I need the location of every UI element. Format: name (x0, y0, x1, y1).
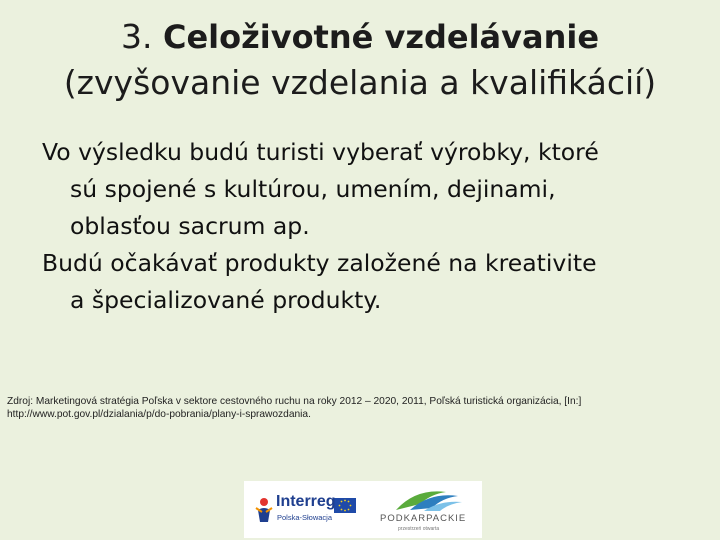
paragraph-1-line-2: sú spojené s kultúrou, umením, dejinami, (70, 175, 556, 203)
title-bold: Celoživotné vzdelávanie (162, 18, 600, 56)
paragraph-2-line-1: Budú očakávať produkty založené na kreativite (42, 249, 597, 277)
slide-body (42, 134, 702, 319)
source-citation (7, 395, 713, 421)
paragraph-1 (42, 134, 702, 245)
source-line-1: Zdroj: Marketingová stratégia Poľska v sektore cestovného ruchu na roky 2012 – 2020, 2011, Poľská turistická organizácia, [In:] (7, 396, 582, 407)
source-line-2: http://www.pot.gov.pl/dzialania/p/do-pobrania/plany-i-sprawozdania. (7, 409, 311, 420)
interreg-name: Interreg (276, 493, 336, 510)
paragraph-1-line-1: Vo výsledku budú turisti vyberať výrobky, ktoré (42, 138, 599, 166)
title-line-1 (20, 14, 700, 60)
paragraph-2 (42, 245, 702, 319)
podkarpackie-sub: przestrzeń otwarta (398, 526, 440, 532)
logo-strip (244, 481, 482, 538)
interreg-sub: Polska-Słowacja (277, 513, 333, 522)
slide-title (20, 14, 700, 106)
title-line-2: (zvyšovanie vzdelania a kvalifikácií) (63, 63, 657, 102)
paragraph-1-line-3: oblasťou sacrum ap. (70, 212, 310, 240)
podkarpackie-name: PODKARPACKIE (380, 513, 467, 524)
interreg-logo (252, 488, 364, 532)
podkarpackie-mountains-icon (376, 484, 476, 514)
podkarpackie-logo (376, 484, 476, 534)
paragraph-2-line-2: a špecializované produkty. (70, 286, 382, 314)
title-number: 3. (120, 17, 153, 56)
